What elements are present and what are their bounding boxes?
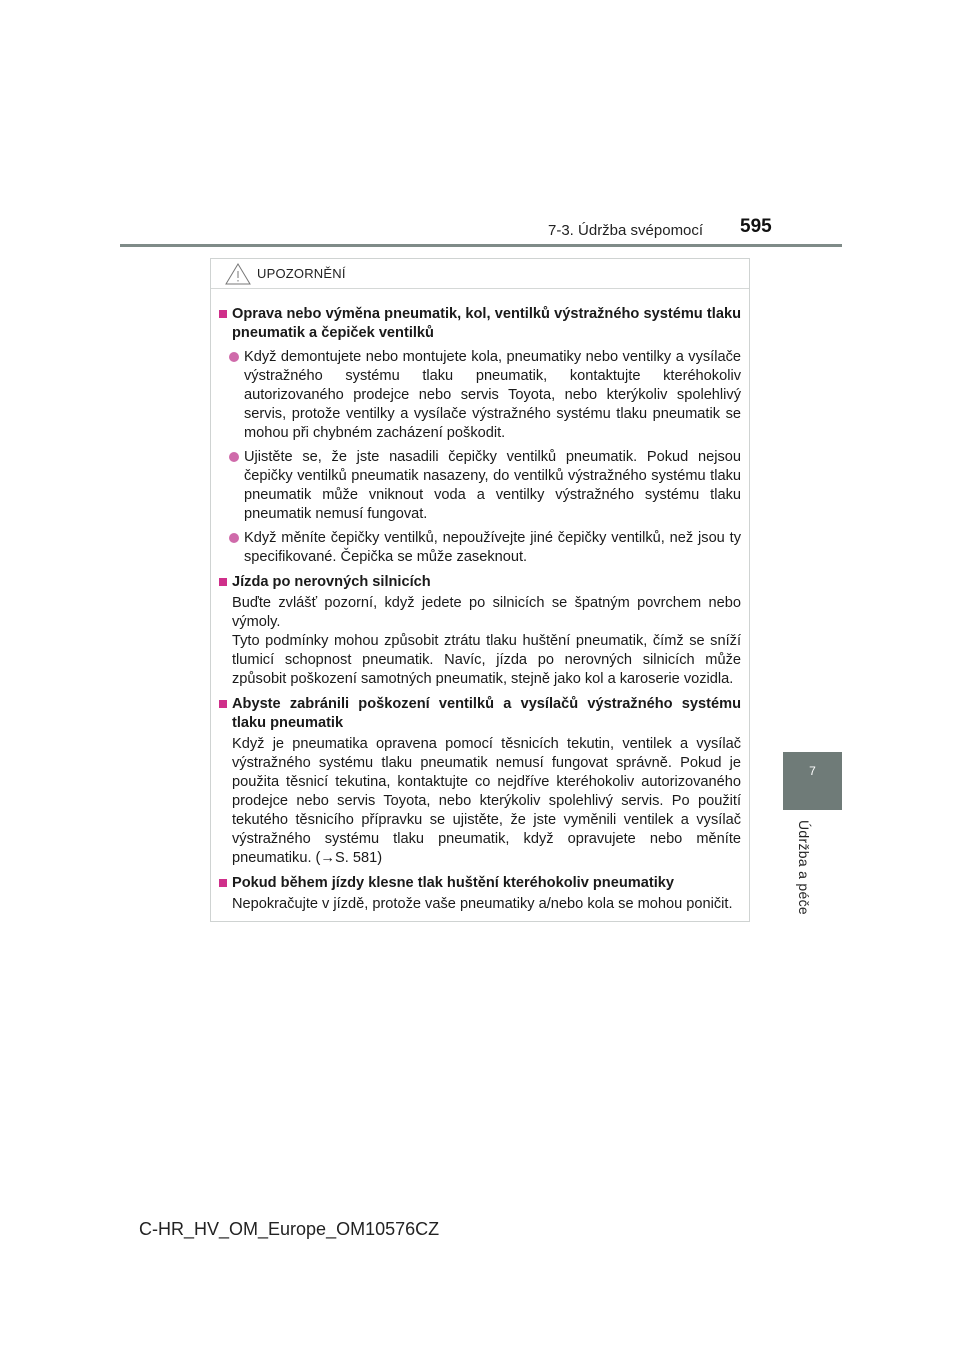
page-number: 595 [740,216,772,237]
list-item [217,529,741,567]
circle-bullet-icon [229,352,239,362]
document-code: C-HR_HV_OM_Europe_OM10576CZ [139,1219,440,1239]
warning-title: UPOZORNĚNÍ [257,266,346,281]
list-item-text: Ujistěte se, že jste nasadili čepičky ventilků pneumatik. Pokud nejsou čepičky ventilků pneumatik nasazeny, do ventilků výstražného systému tlaku pneumatik může vniknout voda a ventilky výstražného systému tlaku pneumatik nemusí fungovat. [244,449,741,522]
section-heading-text: Jízda po nerovných silnicích [232,574,431,590]
square-bullet-icon [219,879,227,887]
circle-bullet-icon [229,452,239,462]
paragraph: Buďte zvlášť pozorní, když jedete po silnicích se špatným povrchem nebo výmoly. [232,595,741,630]
chapter-number: 7 [809,764,816,778]
list-item-text: Když měníte čepičky ventilků, nepoužívejte jiné čepičky ventilků, než jsou ty specifikované. Čepička se může zaseknout. [244,530,741,565]
header-rule [120,244,842,247]
section-heading [217,305,741,343]
square-bullet-icon [219,578,227,586]
warning-box [210,258,750,922]
section-heading-text: Oprava nebo výměna pneumatik, kol, ventilků výstražného systému tlaku pneumatik a čepiček ventilků [232,306,741,341]
section-heading-text: Abyste zabránili poškození ventilků a vysílačů výstražného systému tlaku pneumatik [232,696,741,731]
square-bullet-icon [219,700,227,708]
paragraph: Když je pneumatika opravena pomocí těsnicích tekutin, ventilek a vysílač výstražného systému tlaku pneumatik nemusí fungovat správně. Pokud je použita těsnicí tekutina, kontaktujte co nejdříve kteréhokoliv autorizovaného prodejce nebo servis Toyota, nebo kterýkoliv spolehlivý servis. Po použití tekutého těsnicího přípravku se ujistěte, že jste vyměnili ventilek a vysílač výstražného systému tlaku pneumatik, když opravujete nebo měníte pneumatiku. (→S. 581) [232,736,741,866]
paragraph: Nepokračujte v jízdě, protože vaše pneumatiky a/nebo kola se mohou poničit. [232,896,733,912]
circle-bullet-icon [229,533,239,543]
warning-triangle-icon [225,263,251,285]
square-bullet-icon [219,310,227,318]
header-section-title: 7-3. Údržba svépomocí [548,222,704,239]
list-item [217,448,741,524]
list-item [217,348,741,443]
warning-body [211,289,749,914]
section-heading [217,695,741,733]
paragraph: Tyto podmínky mohou způsobit ztrátu tlaku huštění pneumatik, čímž se sníží tlumicí schopnost pneumatik. Navíc, jízda po nerovných silnicích může způsobit poškození samotných pneumatik, stejně jako kol a karoserie vozidla. [232,633,741,687]
section-heading-text: Pokud během jízdy klesne tlak huštění kteréhokoliv pneumatiky [232,875,674,891]
section-heading [217,874,741,893]
list-item-text: Když demontujete nebo montujete kola, pneumatiky nebo ventilky a vysílače výstražného systému tlaku pneumatik, kontaktujte kteréhokoliv autorizovaného prodejce nebo servis Toyota, nebo kterýkoliv spolehlivý servis, protože ventilky a vysílače výstražného systému tlaku pneumatik se mohou při chybném zacházení poškodit. [244,349,741,441]
chapter-label: Údržba a péče [796,820,812,915]
chapter-tab [783,752,842,810]
warning-header [211,259,749,289]
section-heading [217,573,741,592]
